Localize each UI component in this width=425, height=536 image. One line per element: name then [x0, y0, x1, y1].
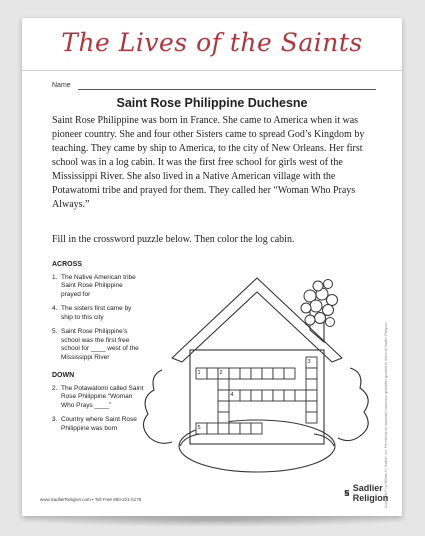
bush-left: [143, 370, 172, 443]
crossword-number: 4: [230, 392, 234, 398]
name-label: Name: [52, 82, 71, 89]
worksheet-page: [22, 18, 402, 516]
crossword-grid: [196, 357, 317, 434]
clue-number: 1.: [52, 273, 58, 281]
clue-number: 3.: [52, 416, 58, 423]
clue-number: 4.: [52, 305, 58, 312]
clue-text: The Native American tribe Saint Rose Philippine prayed for: [61, 273, 136, 298]
clue-text: The Potawatomi called Saint Rose Philippine “Woman Who Prays ____”: [61, 384, 144, 409]
clue-text: Saint Rose Philippine’s school was the first free school for ____ west of the Mississippi River: [61, 328, 139, 361]
instructions: Fill in the crossword puzzle below. Then color the log cabin.: [52, 234, 295, 245]
page-title: Saint Rose Philippine Duchesne: [116, 96, 308, 110]
footer: www.SadlierReligion.com • Toll Free 800-221-5175: [40, 497, 142, 502]
clue-item: [52, 274, 144, 300]
clue-list: [52, 261, 144, 439]
clue-number: 2.: [52, 384, 58, 392]
banner: [22, 18, 402, 74]
log-cabin-illustration: [132, 250, 382, 480]
story-paragraph: Saint Rose Philippine was born in France. She came to America when it was pioneer country. She and four other Sisters came to spread God’s Kingdom by teaching. They came by ship to America, to the city of New Orleans. Her first school was in a log cabin. It was the first free school for girls west of the Mississippi River. She also lived in a Native American village with the Potawatomi tribe and prayed for them. They called her “Woman Who Prays Always.”: [52, 115, 365, 210]
clue-item: [52, 305, 144, 322]
bush-right: [338, 368, 368, 441]
name-line: [78, 89, 376, 90]
clue-item: [52, 328, 144, 362]
chimney-stones: [301, 280, 338, 327]
crossword-number: 2: [219, 370, 223, 376]
clue-number: 5.: [52, 328, 58, 335]
down-heading: DOWN: [52, 372, 75, 379]
publisher-logo: [344, 483, 402, 503]
across-heading: ACROSS: [52, 261, 82, 268]
clue-text: Country where Saint Rose Philippine was born: [61, 416, 137, 432]
logo-text: Sadlier Religion: [352, 483, 389, 503]
clue-item: [52, 385, 144, 411]
sadlier-logo-icon: [344, 488, 350, 498]
clue-text: The sisters first came by ship to this city: [61, 305, 132, 321]
side-credit: [384, 318, 392, 508]
clue-item: [52, 416, 144, 433]
crossword-number: 3: [307, 359, 311, 365]
crossword-number: 5: [197, 425, 201, 431]
crossword-number: 1: [197, 370, 201, 376]
banner-title: The Lives of the Saints: [61, 28, 363, 57]
side-credit-text: Copyright © by William H. Sadlier, Inc. Permission to duplicate classroom quantities granted to users of Sadlier Religion.: [384, 322, 388, 508]
banner-divider: [22, 70, 402, 71]
